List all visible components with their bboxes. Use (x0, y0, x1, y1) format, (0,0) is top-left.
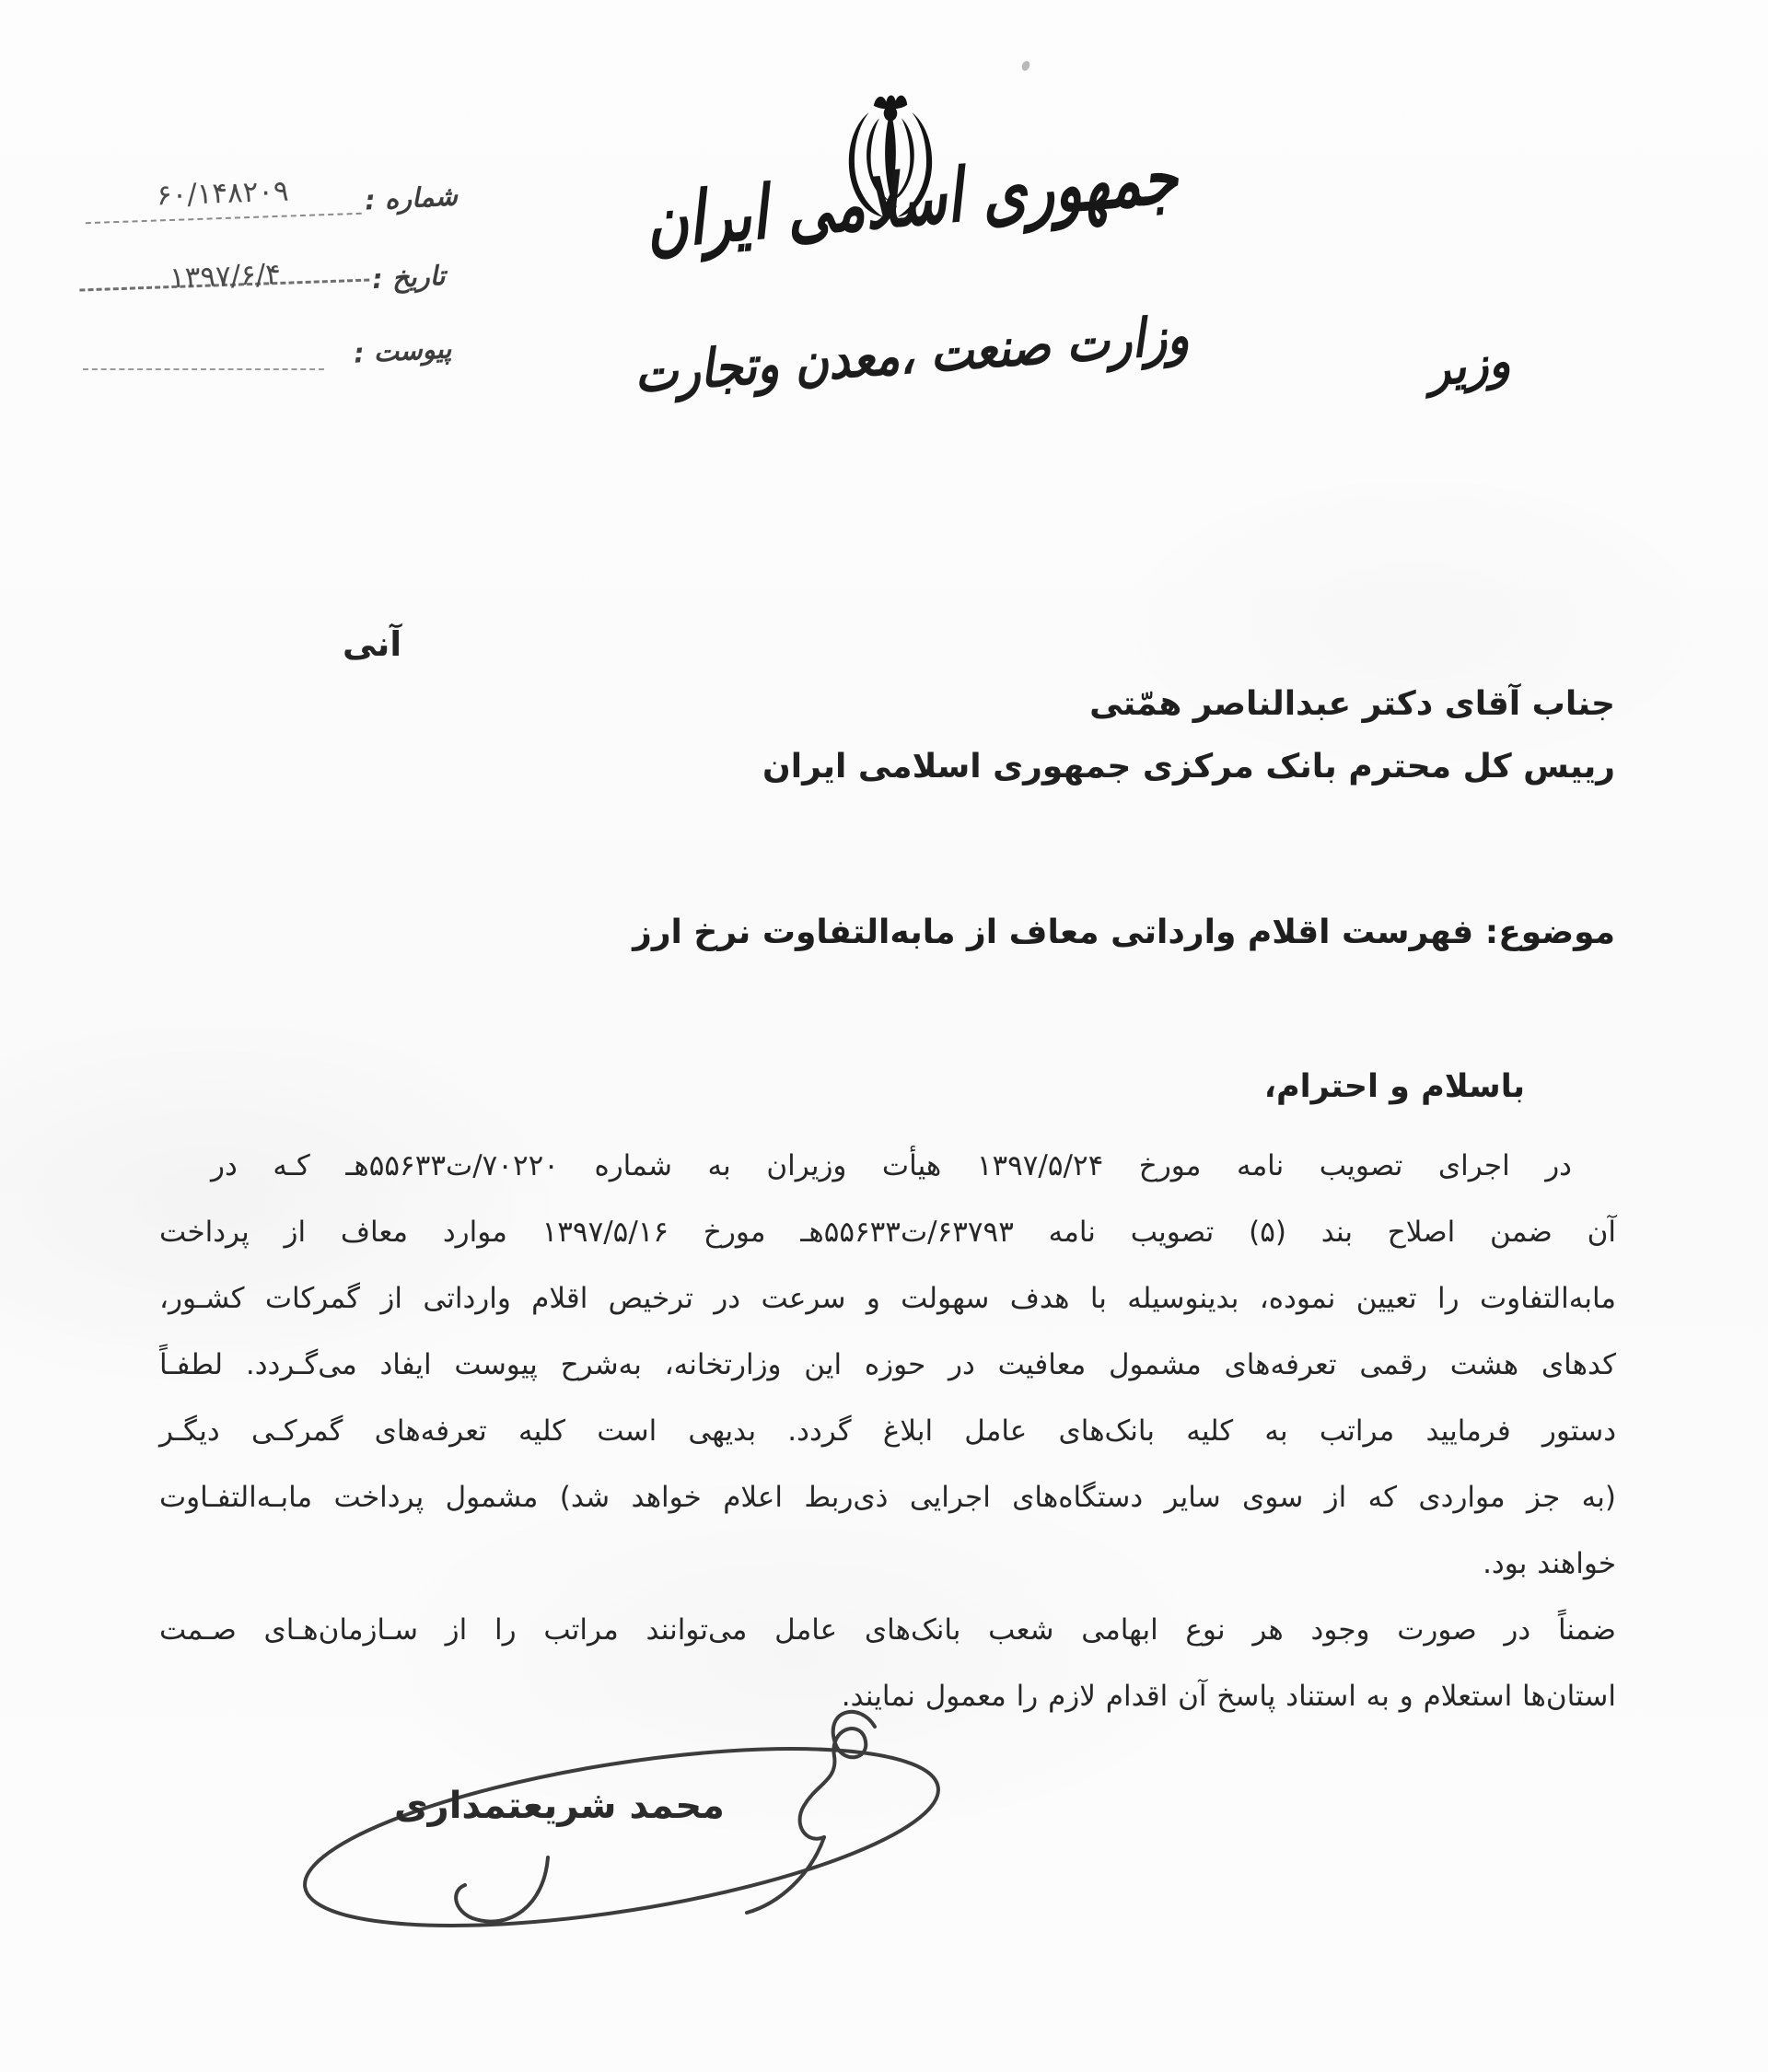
signer-name: محمد شریعتمداری (394, 1785, 725, 1827)
body-line: استان‌ها استعلام و به استناد پاسخ آن اقدام لازم را معمول نمایند. (841, 1680, 1616, 1713)
attachment-dashed-line (83, 368, 324, 370)
recipient-name: جناب آقای دکتر عبدالناصر همّتی (1089, 685, 1615, 723)
body-line: کدهای هشت رقمی تعرفه‌های مشمول معافیت در حوزه این وزارتخانه، به‌شرح پیوست ایفاد می‌گـردد. لطفـاً (159, 1348, 1616, 1381)
body-line: آن ضمن اصلاح بند (۵) تصویب نامه ۶۳۷۹۳/ت۵۵۶۳۳هـ مورخ ۱۳۹۷/۵/۱۶ موارد معاف از پرداخت (159, 1216, 1617, 1249)
letter-number-value: ۶۰/۱۴۸۲۰۹ (84, 172, 361, 224)
body-line: دستور فرمایید مراتب به کلیه بانک‌های عامل ابلاغ گردد. بدیهی است کلیه تعرفه‌های گمرکـی دیگـر (159, 1414, 1616, 1448)
body-line: در اجرای تصویب نامه مورخ ۱۳۹۷/۵/۲۴ هیأت وزیران به شماره ۷۰۲۲۰/ت۵۵۶۳۳هـ کـه در (211, 1149, 1572, 1182)
attachment-label: پیوست : (353, 332, 453, 369)
signature-flourish (272, 1699, 999, 1957)
subject-line: موضوع: فهرست اقلام وارداتی معاف از مابه‌التفاوت نرخ ارز (633, 914, 1615, 951)
letter-date-value: ۱۳۹۷/۶/۴ (169, 257, 282, 296)
letter-number-label: شماره : (364, 180, 459, 216)
letter-body (159, 1144, 1616, 1740)
scan-artifact-dot (1020, 60, 1031, 72)
republic-title: جمهوری اسلامی ایران (642, 133, 1181, 266)
body-line: خواهند بود. (1483, 1547, 1616, 1580)
minister-office-title: وزیر (1424, 333, 1514, 398)
body-line: (به جز مواردی که از سوی سایر دستگاه‌های اجرایی ذی‌ربط اعلام خواهد شد) مشمول پرداخت مابـه‌التفـاوت (159, 1481, 1616, 1514)
recipient-title: رییس کل محترم بانک مرکزی جمهوری اسلامی ایران (762, 748, 1615, 786)
ministry-title: وزارت صنعت ،معدن وتجارت (632, 304, 1192, 405)
urgency-stamp: آنی (343, 624, 402, 664)
body-line: ضمناً در صورت وجود هر نوع ابهامی شعب بانک‌های عامل می‌توانند مراتب را از سـازمان‌هـای صـمت (159, 1613, 1616, 1647)
salutation: باسلام و احترام، (1263, 1068, 1525, 1105)
letter-date-field (84, 255, 366, 298)
letter-date-label: تاریخ : (371, 259, 447, 296)
body-line: مابه‌التفاوت را تعیین نموده، بدینوسیله با هدف سهولت و سرعت در ترخیص اقلام وارداتی از گمرکات کشـور، (159, 1282, 1616, 1315)
